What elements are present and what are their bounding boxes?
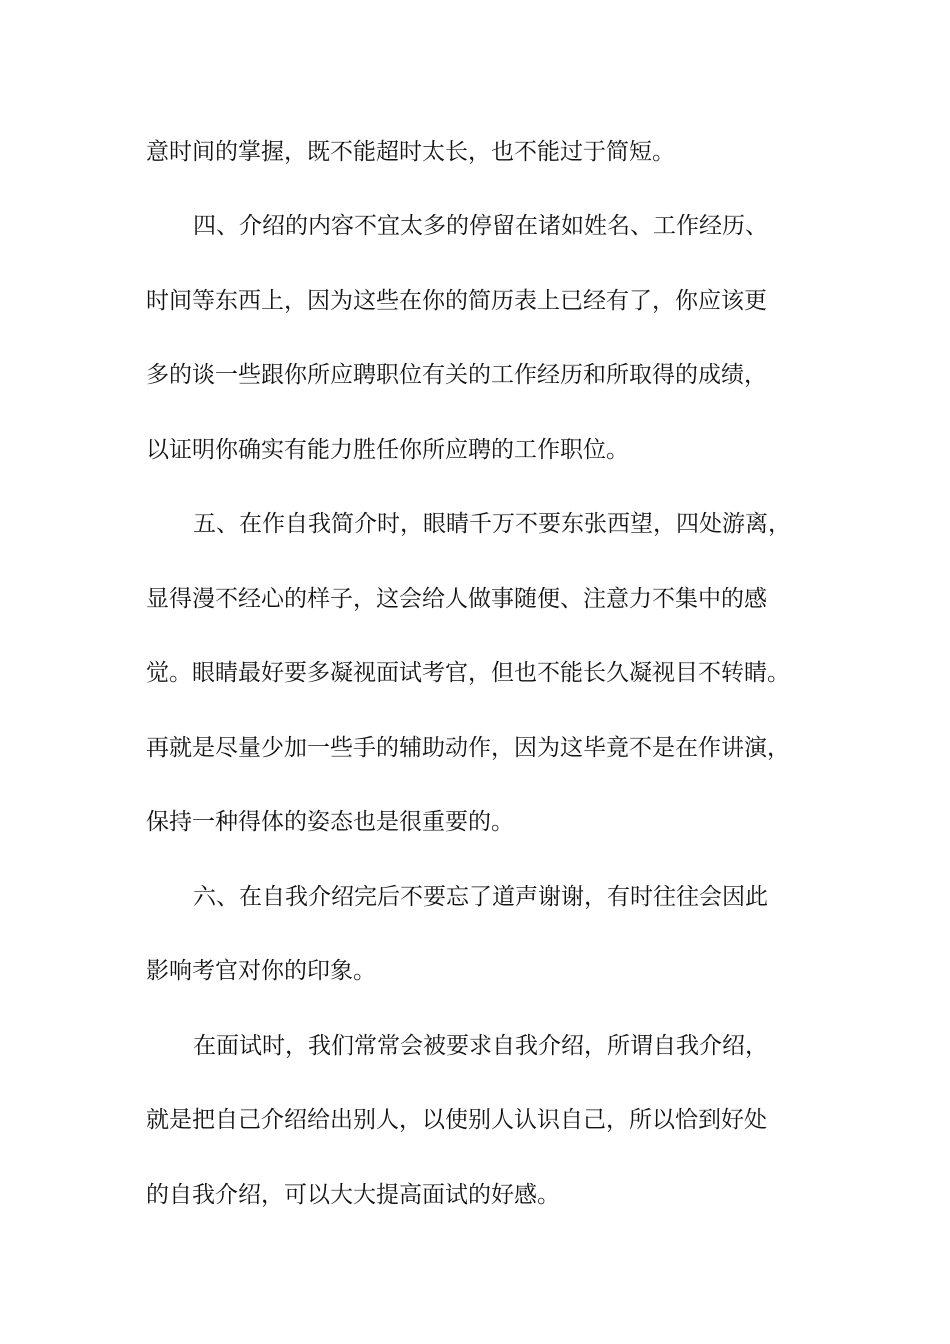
text-line: 觉。眼睛最好要多凝视面试考官，但也不能长久凝视目不转睛。	[146, 660, 790, 686]
text-line: 再就是尽量少加一些手的辅助动作，因为这毕竟不是在作讲演，	[146, 735, 790, 761]
text-line: 多的谈一些跟你所应聘职位有关的工作经历和所取得的成绩，	[146, 362, 767, 388]
text-line: 四、介绍的内容不宜太多的停留在诸如姓名、工作经历、	[193, 213, 768, 239]
text-line: 保持一种得体的姿态也是很重要的。	[146, 809, 514, 835]
text-line: 五、在作自我简介时，眼睛千万不要东张西望，四处游离，	[193, 511, 791, 537]
text-line: 六、在自我介绍完后不要忘了道声谢谢，有时往往会因此	[193, 884, 768, 910]
text-line: 显得漫不经心的样子，这会给人做事随便、注意力不集中的感	[146, 586, 767, 612]
text-line: 时间等东西上，因为这些在你的简历表上已经有了，你应该更	[146, 288, 767, 314]
text-line: 意时间的掌握，既不能超时太长，也不能过于简短。	[146, 139, 675, 165]
text-line: 在面试时，我们常常会被要求自我介绍，所谓自我介绍，	[193, 1033, 768, 1059]
text-line: 就是把自己介绍给出别人，以使别人认识自己，所以恰到好处	[146, 1107, 767, 1133]
text-line: 影响考官对你的印象。	[146, 958, 376, 984]
text-line: 的自我介绍，可以大大提高面试的好感。	[146, 1182, 560, 1208]
text-line: 以证明你确实有能力胜任你所应聘的工作职位。	[146, 437, 629, 463]
